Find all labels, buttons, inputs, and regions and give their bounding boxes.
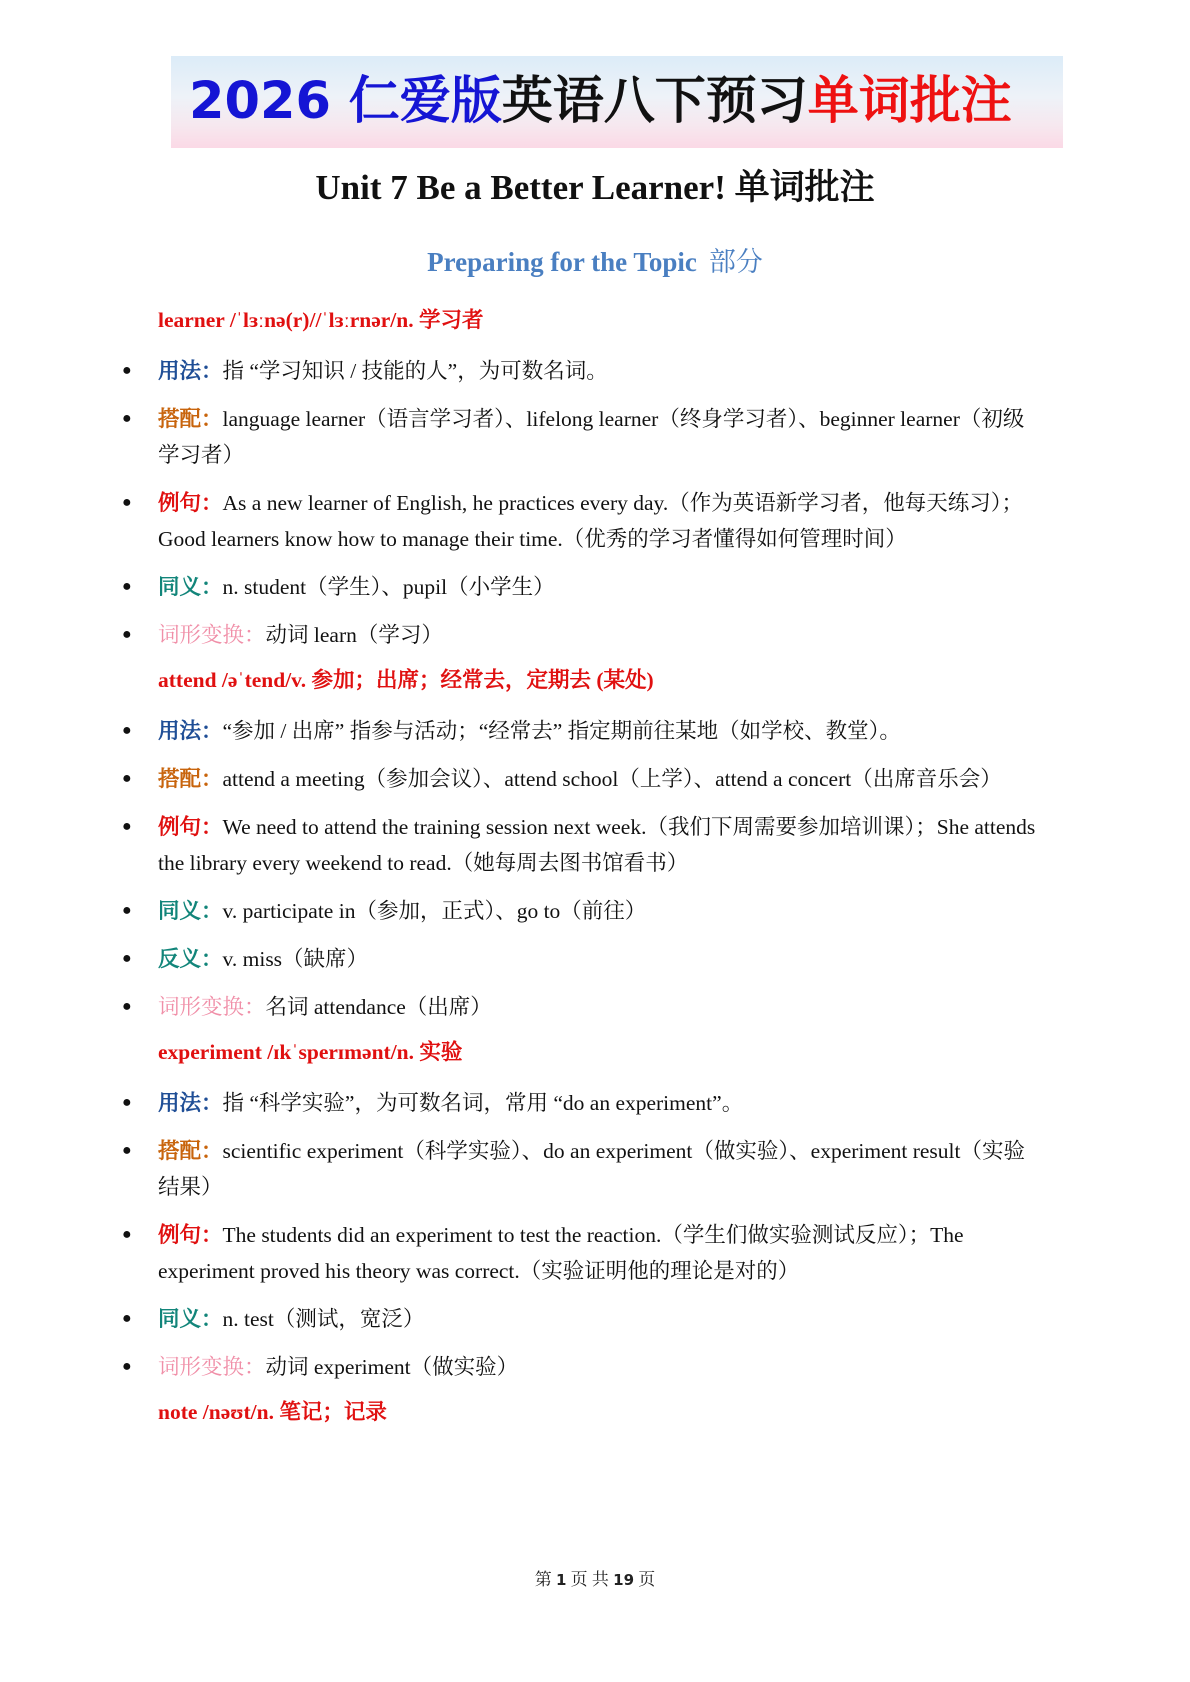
synonym-label: 同义： <box>158 1307 223 1331</box>
banner-edition: 仁爱版 <box>348 72 502 131</box>
word-form-text: 名词 attendance（出席） <box>265 995 492 1019</box>
word-form-item <box>122 989 1038 1025</box>
example-item <box>122 809 1038 881</box>
bullet-icon: ● <box>122 362 132 379</box>
page-footer <box>0 1568 1190 1592</box>
example-text: As a new learner of English, he practices every day.（作为英语新学习者，他每天练习）；Good learners know how to manage their time.（优秀的学习者懂得如何管理时间） <box>158 491 1024 551</box>
section-suffix: 部分 <box>708 247 763 277</box>
collocation-item <box>122 401 1038 473</box>
example-item <box>122 1217 1038 1289</box>
banner-title <box>189 66 1012 138</box>
bullet-icon: ● <box>122 410 132 427</box>
collocation-label: 搭配： <box>158 767 223 791</box>
word-form-text: 动词 learn（学习） <box>265 623 443 647</box>
collocation-label: 搭配： <box>158 407 223 431</box>
footer-suffix: 页 <box>638 1570 656 1589</box>
usage-text: 指 “学习知识 / 技能的人”，为可数名词。 <box>222 359 608 383</box>
section-title: Preparing for the Topic <box>427 247 697 277</box>
example-item <box>122 485 1038 557</box>
headword: attend /əˈtend/v. 参加；出席；经常去，定期去 (某处) <box>158 668 654 692</box>
synonym-item <box>122 1301 1038 1337</box>
bullet-icon: ● <box>122 770 132 787</box>
footer-prefix: 第 <box>534 1570 552 1589</box>
synonym-text: n. student（学生）、pupil（小学生） <box>222 575 555 599</box>
vocabulary-list <box>122 305 1038 1445</box>
collocation-text: attend a meeting（参加会议）、attend school（上学）、attend a concert（出席音乐会） <box>222 767 1002 791</box>
word-form-label: 词形变换： <box>158 623 266 647</box>
word-form-text: 动词 experiment（做实验） <box>265 1355 519 1379</box>
bullet-icon: ● <box>122 950 132 967</box>
antonym-text: v. miss（缺席） <box>222 947 369 971</box>
usage-label: 用法： <box>158 719 223 743</box>
example-text: We need to attend the training session next week.（我们下周需要参加培训课）；She attends the library every weekend to read.（她每周去图书馆看书） <box>158 815 1036 875</box>
bullet-icon: ● <box>122 578 132 595</box>
footer-middle: 页 共 <box>570 1570 609 1589</box>
banner-topic: 单词批注 <box>807 72 1012 131</box>
collocation-item <box>122 1133 1038 1205</box>
usage-text: “参加 / 出席” 指参与活动；“经常去” 指定期前往某地（如学校、教堂）。 <box>222 719 901 743</box>
bullet-icon: ● <box>122 1094 132 1111</box>
bullet-icon: ● <box>122 1226 132 1243</box>
bullet-icon: ● <box>122 1310 132 1327</box>
bullet-icon: ● <box>122 626 132 643</box>
usage-item <box>122 713 1038 749</box>
unit-title: Unit 7 Be a Better Learner! 单词批注 <box>315 168 875 207</box>
bullet-icon: ● <box>122 722 132 739</box>
bullet-icon: ● <box>122 1142 132 1159</box>
page-total: 19 <box>613 1571 635 1589</box>
usage-item <box>122 1085 1038 1121</box>
section-heading <box>0 242 1190 282</box>
headword: learner /ˈlɜːnə(r)//ˈlɜːrnər/n. 学习者 <box>158 308 484 332</box>
collocation-label: 搭配： <box>158 1139 223 1163</box>
banner-subject: 英语八下预习 <box>501 72 808 131</box>
headword: note /nəʊt/n. 笔记；记录 <box>158 1400 387 1424</box>
synonym-label: 同义： <box>158 899 223 923</box>
word-form-label: 词形变换： <box>158 1355 266 1379</box>
headword: experiment /ɪkˈsperɪmənt/n. 实验 <box>158 1040 463 1064</box>
word-form-label: 词形变换： <box>158 995 266 1019</box>
synonym-text: v. participate in（参加，正式）、go to（前往） <box>222 899 647 923</box>
usage-label: 用法： <box>158 359 223 383</box>
word-form-item <box>122 1349 1038 1385</box>
antonym-label: 反义： <box>158 947 223 971</box>
synonym-item <box>122 893 1038 929</box>
bullet-icon: ● <box>122 818 132 835</box>
collocation-item <box>122 761 1038 797</box>
synonym-text: n. test（测试，宽泛） <box>222 1307 425 1331</box>
title-banner <box>171 56 1063 148</box>
usage-text: 指 “科学实验”，为可数名词，常用 “do an experiment”。 <box>222 1091 744 1115</box>
example-label: 例句： <box>158 1223 223 1247</box>
example-text: The students did an experiment to test the reaction.（学生们做实验测试反应）；The experiment proved his theory was correct.（实验证明他的理论是对的） <box>158 1223 964 1283</box>
bullet-icon: ● <box>122 998 132 1015</box>
usage-item <box>122 353 1038 389</box>
synonym-item <box>122 569 1038 605</box>
collocation-text: scientific experiment（科学实验）、do an experiment（做实验）、experiment result（实验结果） <box>158 1139 1025 1199</box>
banner-year: 2026 <box>189 72 349 131</box>
bullet-icon: ● <box>122 1358 132 1375</box>
bullet-icon: ● <box>122 494 132 511</box>
synonym-label: 同义： <box>158 575 223 599</box>
collocation-text: language learner（语言学习者）、lifelong learner（终身学习者）、beginner learner（初级学习者） <box>158 407 1025 467</box>
usage-label: 用法： <box>158 1091 223 1115</box>
word-form-item <box>122 617 1038 653</box>
page-number: 1 <box>555 1571 567 1589</box>
antonym-item <box>122 941 1038 977</box>
example-label: 例句： <box>158 815 223 839</box>
bullet-icon: ● <box>122 902 132 919</box>
example-label: 例句： <box>158 491 223 515</box>
